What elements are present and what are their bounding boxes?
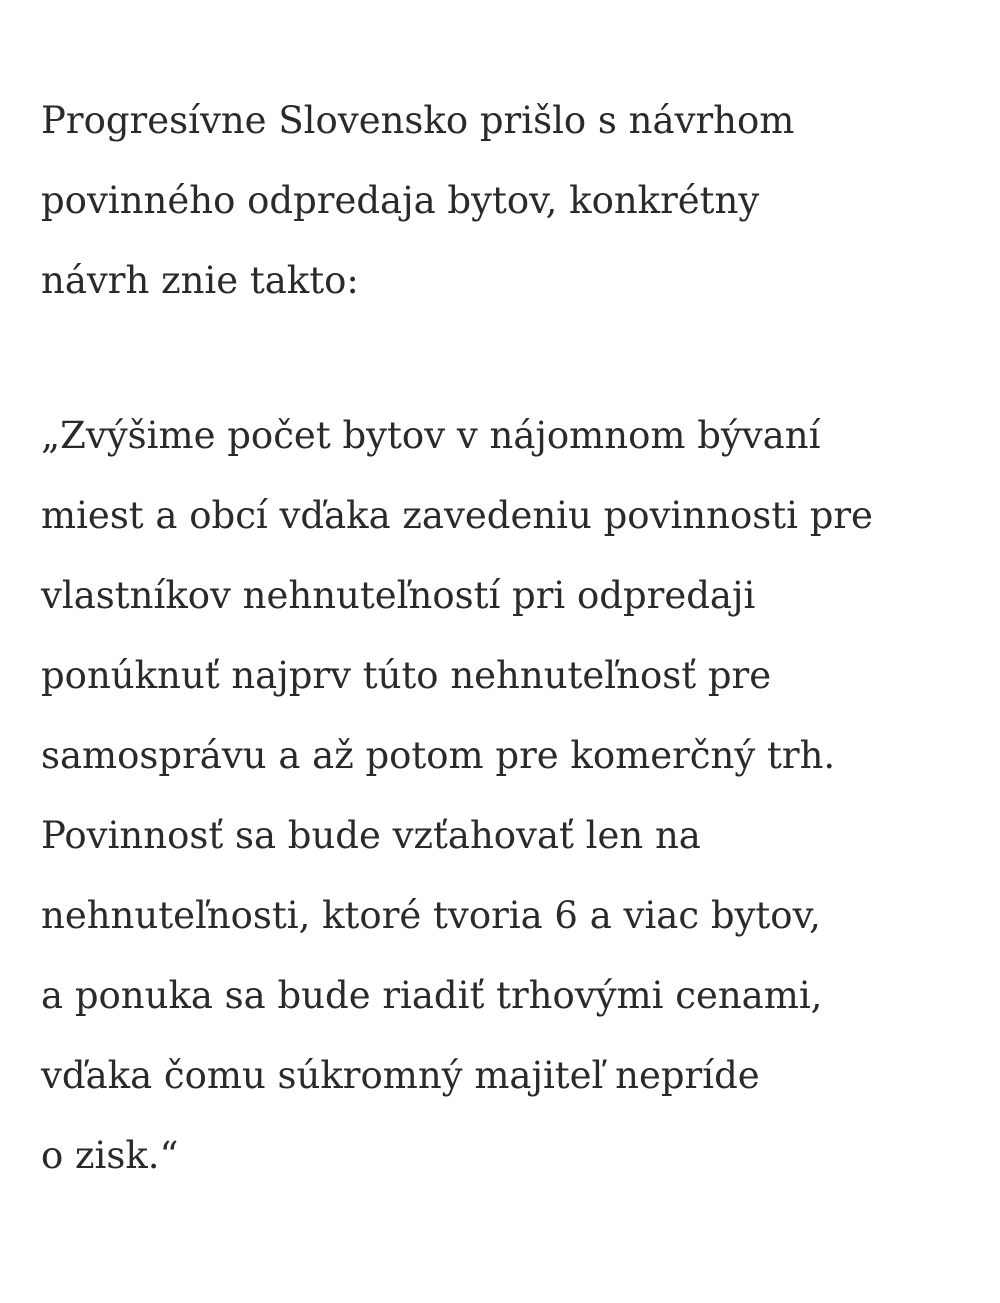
intro-paragraph [41, 81, 794, 321]
quote-line: samosprávu a až potom pre komerčný trh. [41, 734, 836, 777]
quote-line: vlastníkov nehnuteľností pri odpredaji [41, 574, 756, 617]
quote-line: vďaka čomu súkromný majiteľ nepríde [41, 1054, 760, 1097]
quote-line: nehnuteľnosti, ktoré tvoria 6 a viac bytov, [41, 894, 821, 937]
quote-line: „Zvýšime počet bytov v nájomnom bývaní [41, 414, 821, 457]
quote-paragraph [41, 396, 873, 1196]
quote-line: Povinnosť sa bude vzťahovať len na [41, 814, 701, 857]
intro-line: povinného odpredaja bytov, konkrétny [41, 179, 760, 222]
quote-line: ponúknuť najprv túto nehnuteľnosť pre [41, 654, 772, 697]
quote-line: a ponuka sa bude riadiť trhovými cenami, [41, 974, 823, 1017]
intro-line: Progresívne Slovensko prišlo s návrhom [41, 99, 795, 142]
intro-line: návrh znie takto: [41, 259, 359, 302]
quote-line: miest a obcí vďaka zavedeniu povinnosti pre [41, 494, 873, 537]
quote-line: o zisk.“ [41, 1134, 179, 1177]
